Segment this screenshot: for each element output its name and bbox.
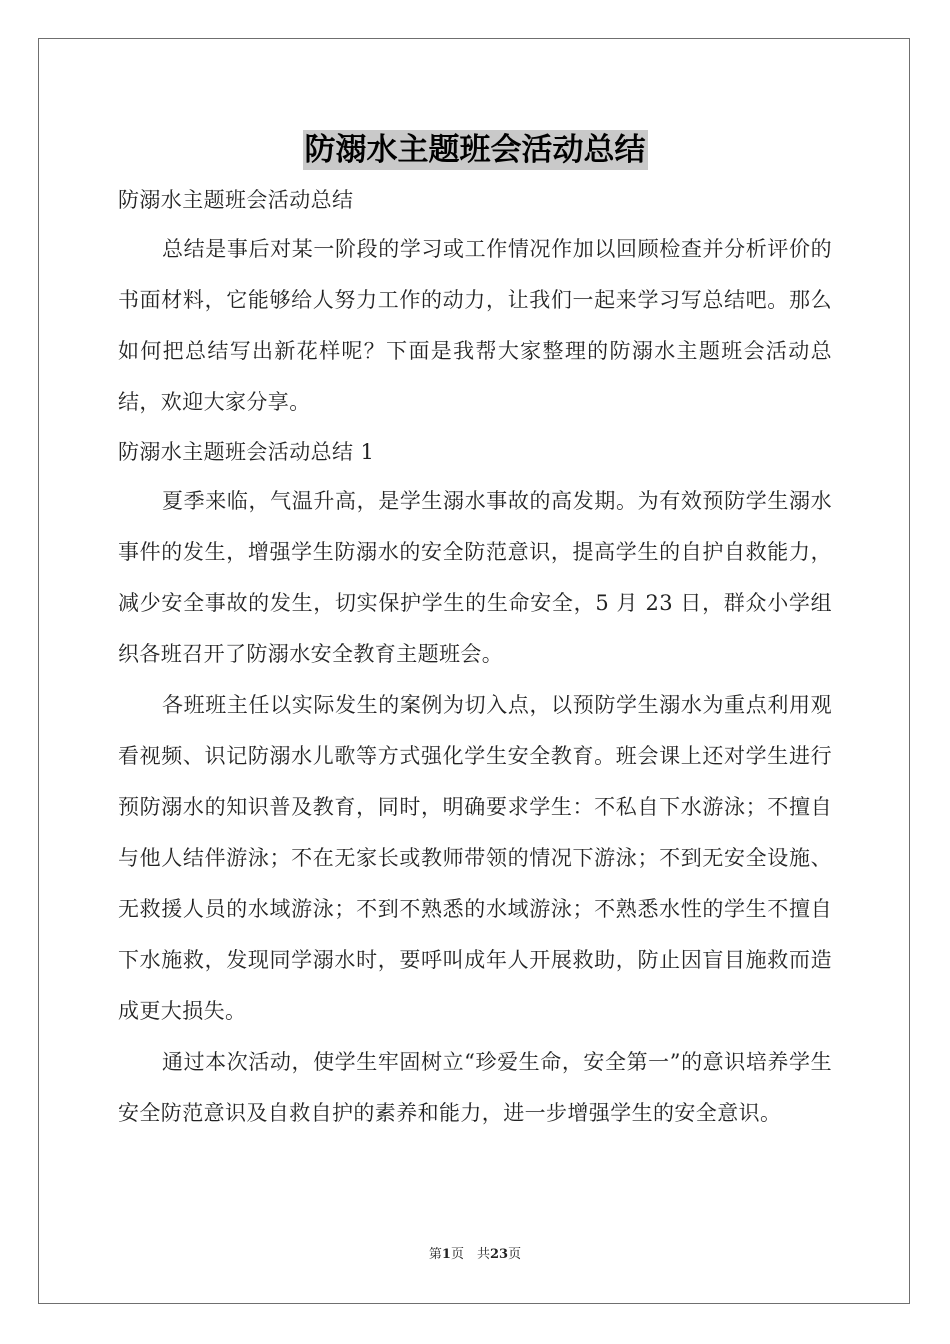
document-body xyxy=(118,176,832,1139)
section-heading: 防溺水主题班会活动总结 1 xyxy=(118,440,375,464)
total-pages-number: 23 xyxy=(489,1247,509,1262)
title-container xyxy=(0,130,950,170)
current-page-number: 1 xyxy=(441,1247,451,1262)
page-mid: 页 共 xyxy=(450,1247,490,1262)
page-footer xyxy=(0,1243,950,1262)
document-title: 防溺水主题班会活动总结 xyxy=(304,132,646,168)
page-suffix: 页 xyxy=(508,1247,522,1262)
document-subtitle: 防溺水主题班会活动总结 xyxy=(118,188,354,212)
body-paragraph: 通过本次活动，使学生牢固树立“珍爱生命，安全第一”的意识培养学生安全防范意识及自救自护的素养和能力，进一步增强学生的安全意识。 xyxy=(118,1050,832,1125)
body-paragraph: 夏季来临，气温升高，是学生溺水事故的高发期。为有效预防学生溺水事件的发生，增强学生防溺水的安全防范意识，提高学生的自护自救能力，减少安全事故的发生，切实保护学生的生命安全，5 月 23 日，群众小学组织各班召开了防溺水安全教育主题班会。 xyxy=(118,489,832,666)
intro-paragraph: 总结是事后对某一阶段的学习或工作情况作加以回顾检查并分析评价的书面材料，它能够给人努力工作的动力，让我们一起来学习写总结吧。那么如何把总结写出新花样呢？下面是我帮大家整理的防溺水主题班会活动总结，欢迎大家分享。 xyxy=(118,237,832,414)
page-prefix: 第 xyxy=(428,1247,442,1262)
body-paragraph: 各班班主任以实际发生的案例为切入点，以预防学生溺水为重点利用观看视频、识记防溺水儿歌等方式强化学生安全教育。班会课上还对学生进行预防溺水的知识普及教育，同时，明确要求学生：不私自下水游泳；不擅自与他人结伴游泳；不在无家长或教师带领的情况下游泳；不到无安全设施、无救援人员的水域游泳；不到不熟悉的水域游泳；不熟悉水性的学生不擅自下水施救，发现同学溺水时，要呼叫成年人开展救助，防止因盲目施救而造成更大损失。 xyxy=(118,693,832,1023)
